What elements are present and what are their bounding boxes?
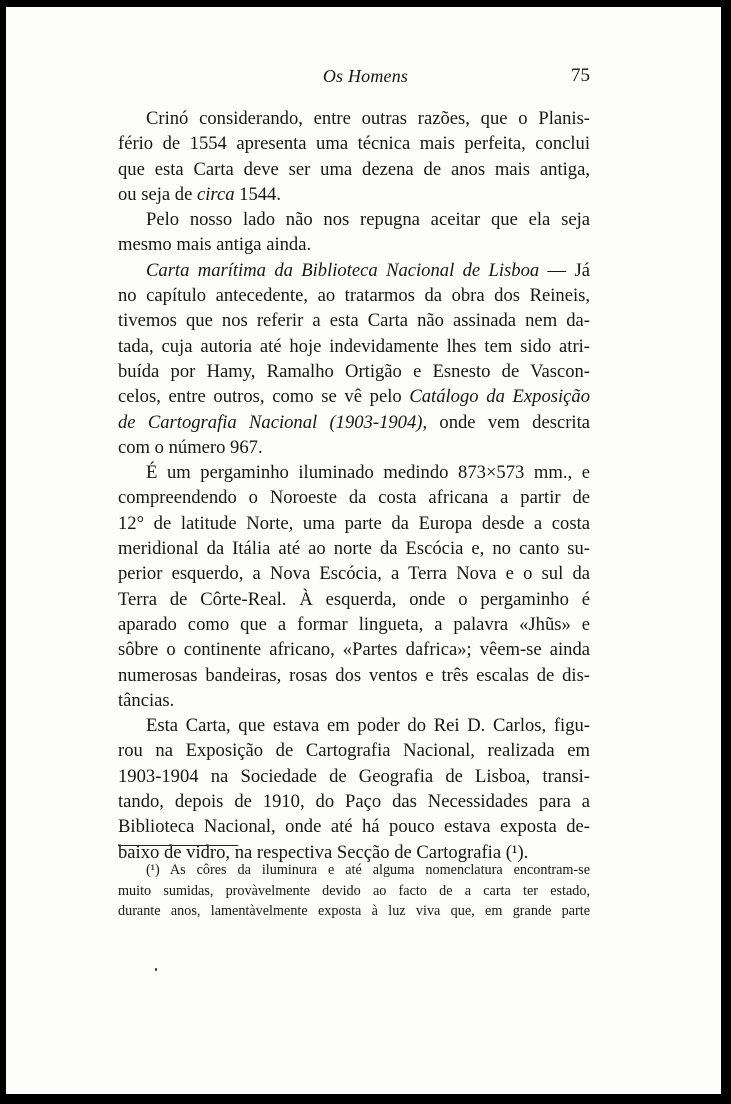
text-run: meridional da Itália até ao norte da Escócia e, no canto su- <box>118 538 590 560</box>
body-text <box>118 106 590 865</box>
text-line <box>118 663 590 688</box>
footnote-line: durante anos, lamentàvelmente exposta à luz viva que, em grande parte <box>118 903 590 919</box>
footnote-line: muito sumidas, provàvelmente devido ao facto de a carta ter estado, <box>118 882 590 899</box>
text-line <box>118 435 590 460</box>
text-line <box>118 359 590 384</box>
paragraph <box>118 207 590 258</box>
text-line <box>118 814 590 839</box>
text-line <box>118 485 590 510</box>
italic-text: Carta marítima da Biblioteca Nacional de Lisboa <box>146 259 540 281</box>
text-line <box>118 384 590 409</box>
text-line <box>118 283 590 308</box>
text-line <box>118 612 590 637</box>
footnote <box>118 860 590 922</box>
text-run: Biblioteca Nacional, onde até há pouco estava exposta de- <box>118 816 590 838</box>
text-run: buída por Hamy, Ramalho Ortigão e Esnesto de Vascon- <box>118 360 590 382</box>
page-number: 75 <box>571 65 590 86</box>
text-line <box>118 789 590 814</box>
text-run: compreendendo o Noroeste da costa africana a partir de <box>118 487 590 509</box>
text-line <box>118 182 590 207</box>
text-run: ou seja de <box>118 183 197 205</box>
text-run: — Já <box>539 259 590 281</box>
text-line <box>118 587 590 612</box>
text-run: Esta Carta, que estava em poder do Rei D. Carlos, figu- <box>146 715 590 737</box>
text-line <box>118 207 590 232</box>
paragraph <box>118 106 590 207</box>
running-title: Os Homens <box>322 66 409 86</box>
text-line <box>118 232 590 257</box>
text-run: rou na Exposição de Cartografia Nacional, realizada em <box>118 740 590 762</box>
text-line <box>118 157 590 182</box>
text-run: tada, cuja autoria até hoje indevidamente lhes tem sido atri- <box>118 335 590 357</box>
text-line <box>118 738 590 763</box>
text-line <box>118 106 590 131</box>
text-run: 1903-1904 na Sociedade de Geografia de Lisboa, transi- <box>118 765 590 787</box>
paragraph <box>118 258 590 460</box>
text-run: Terra de Côrte-Real. À esquerda, onde o pergaminho é <box>118 588 590 610</box>
paragraph <box>118 713 590 865</box>
text-run: fério de 1554 apresenta uma técnica mais perfeita, conclui <box>118 133 590 155</box>
text-run: Pelo nosso lado não nos repugna aceitar que ela seja <box>146 209 590 231</box>
text-run: perior esquerdo, a Nova Escócia, a Terra Nova e o sul da <box>118 563 590 585</box>
text-line <box>118 688 590 713</box>
text-run: numerosas bandeiras, rosas dos ventos e três escalas de dis- <box>118 664 590 686</box>
text-line <box>118 334 590 359</box>
footnote-line: (¹) As côres da iluminura e até alguma nomenclatura encontram-se <box>146 862 590 878</box>
paragraph <box>118 460 590 713</box>
text-line <box>118 536 590 561</box>
text-run: Crinó considerando, entre outras razões, que o Planis- <box>146 108 590 129</box>
text-line <box>118 410 590 435</box>
italic-text: circa <box>197 183 235 205</box>
text-run: 1544. <box>234 183 281 205</box>
text-run: sôbre o continente africano, «Partes dafrica»; vêem-se ainda <box>118 639 590 661</box>
text-run: tâncias. <box>118 689 175 711</box>
text-line <box>118 713 590 738</box>
italic-text: Catálogo da Exposição <box>409 386 591 408</box>
text-run: tivemos que nos referir a esta Carta não assinada nem da- <box>118 310 590 332</box>
text-line <box>118 637 590 662</box>
text-run: , onde vem descrita <box>422 411 590 433</box>
text-run: celos, entre outros, como se vê pelo <box>118 386 410 408</box>
text-run: com o número 967. <box>118 436 263 458</box>
text-line <box>118 511 590 536</box>
text-line <box>118 308 590 333</box>
text-line <box>118 258 590 283</box>
scan-speck <box>155 968 157 971</box>
text-line <box>118 764 590 789</box>
italic-text: de Cartografia Nacional (1903-1904) <box>118 411 423 433</box>
text-run: É um pergaminho iluminado medindo 873×573 mm., e <box>146 462 590 484</box>
text-run: 12° de latitude Norte, uma parte da Europa desde a costa <box>118 512 590 534</box>
text-run: aparado como que a formar lingueta, a palavra «Jhũs» e <box>118 613 590 635</box>
text-run: tando, depois de 1910, do Paço das Necessidades para a <box>118 791 590 813</box>
text-line <box>118 131 590 156</box>
text-line <box>118 561 590 586</box>
footnote-separator <box>118 845 238 846</box>
text-line <box>118 460 590 485</box>
text-run: mesmo mais antiga ainda. <box>118 234 312 256</box>
text-run: que esta Carta deve ser uma dezena de anos mais antiga, <box>118 158 590 180</box>
text-run: baixo de vidro, na respectiva Secção de Cartografia (¹). <box>118 841 529 863</box>
text-run: no capítulo antecedente, ao tratarmos da obra dos Reineis, <box>118 285 590 307</box>
